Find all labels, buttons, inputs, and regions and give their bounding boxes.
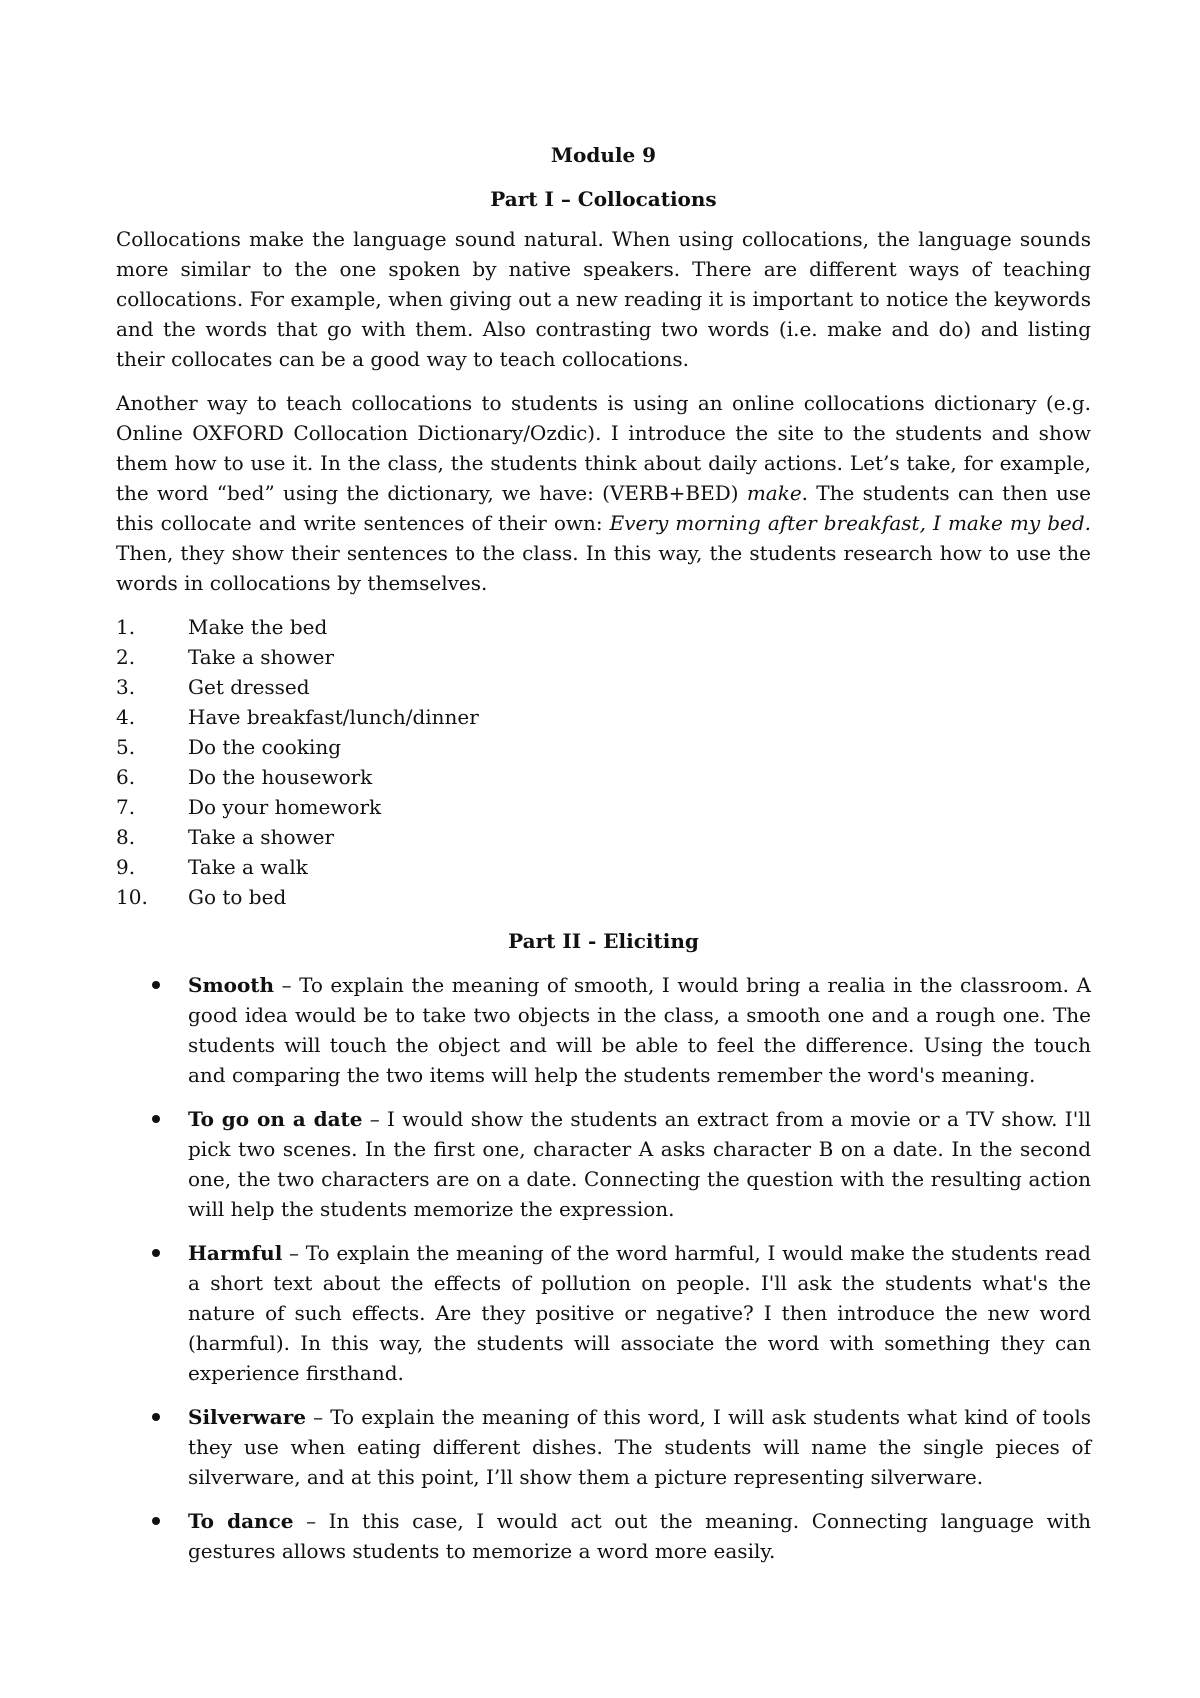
list-item (116, 852, 1091, 882)
example-sentence: Every morning after breakfast, I make my bed. (609, 511, 1091, 535)
eliciting-item (116, 1506, 1091, 1566)
list-item-number: 4. (116, 705, 136, 729)
bullet-icon (116, 1402, 188, 1492)
eliciting-term: Harmful (188, 1241, 283, 1265)
list-item (116, 822, 1091, 852)
bullet-icon (116, 1104, 188, 1224)
list-item (116, 792, 1091, 822)
list-item-text: Do your homework (188, 795, 382, 819)
part1-heading: Part I – Collocations (490, 187, 717, 211)
eliciting-term: To go on a date (188, 1107, 363, 1131)
list-item (116, 642, 1091, 672)
collocation-list (116, 612, 1091, 912)
list-item-number: 7. (116, 795, 136, 819)
list-item-number: 9. (116, 855, 136, 879)
list-item (116, 672, 1091, 702)
list-item-text: Go to bed (188, 885, 287, 909)
module-title: Module 9 (550, 143, 657, 167)
list-item-number: 2. (116, 645, 136, 669)
list-item-text: Take a shower (188, 825, 335, 849)
list-item (116, 732, 1091, 762)
eliciting-description: – To explain the meaning of this word, I will ask students what kind of tools they use when eating different dishes. The students will name the single pieces of silverware, and at this point, I’ll show them a picture representing silverware. (188, 1405, 1091, 1489)
eliciting-description: – I would show the students an extract from a movie or a TV show. I'll pick two scenes. In the first one, character A asks character B on a date. In the second one, the two characters are on a date. Connecting the question with the resulting action will help the students memorize the expression. (188, 1107, 1091, 1221)
eliciting-item-text (188, 1238, 1091, 1388)
eliciting-item (116, 1104, 1091, 1224)
list-item-number: 8. (116, 825, 136, 849)
list-item-text: Make the bed (188, 615, 328, 639)
list-item-text: Take a shower (188, 645, 335, 669)
list-item-number: 3. (116, 675, 136, 699)
eliciting-item (116, 1238, 1091, 1388)
list-item-number: 6. (116, 765, 136, 789)
list-item-text: Take a walk (188, 855, 308, 879)
bullet-icon (116, 1238, 188, 1388)
collocations-intro-paragraph: Collocations make the language sound natural. When using collocations, the language sounds more similar to the one spoken by native speakers. There are different ways of teaching collocations. For example, when giving out a new reading it is important to notice the keywords and the words that go with them. Also contrasting two words (i.e. make and do) and listing their collocates can be a good way to teach collocations. (116, 227, 1091, 371)
list-item-number: 5. (116, 735, 136, 759)
eliciting-item-text (188, 970, 1091, 1090)
list-item-text: Do the housework (188, 765, 373, 789)
eliciting-list (116, 970, 1091, 1566)
document-page (116, 140, 1091, 1580)
list-item-number: 10. (116, 885, 148, 909)
eliciting-description: – To explain the meaning of smooth, I would bring a realia in the classroom. A good idea would be to take two objects in the class, a smooth one and a rough one. The students will touch the object and will be able to feel the difference. Using the touch and comparing the two items will help the students remember the word's meaning. (188, 973, 1091, 1087)
eliciting-item (116, 970, 1091, 1090)
eliciting-item-text (188, 1506, 1091, 1566)
bullet-icon (116, 1506, 188, 1566)
para2-text-start: Another way to teach collocations to students is using an online collocations dictionary (e.g. Online OXFORD Collocation Dictionary/Ozdic). I introduce the site to the students and show them how to use it. In the class, the students think about daily actions. Let’s take, for example, the word “bed” using the dictionary, we have: (VERB+BED) (116, 391, 1091, 505)
list-item (116, 702, 1091, 732)
eliciting-item-text (188, 1104, 1091, 1224)
eliciting-item (116, 1402, 1091, 1492)
list-item-text: Do the cooking (188, 735, 342, 759)
eliciting-description: – To explain the meaning of the word harmful, I would make the students read a short text about the effects of pollution on people. I'll ask the students what's the nature of such effects. Are they positive or negative? I then introduce the new word (harmful). In this way, the students will associate the word with something they can experience firsthand. (188, 1241, 1091, 1385)
list-item (116, 612, 1091, 642)
eliciting-term: To dance (188, 1509, 294, 1533)
part2-heading: Part II - Eliciting (508, 929, 699, 953)
list-item-number: 1. (116, 615, 136, 639)
list-item (116, 882, 1091, 912)
eliciting-term: Smooth (188, 973, 275, 997)
eliciting-description: – In this case, I would act out the meaning. Connecting language with gestures allows students to memorize a word more easily. (188, 1509, 1092, 1563)
list-item-text: Get dressed (188, 675, 310, 699)
list-item-text: Have breakfast/lunch/dinner (188, 705, 479, 729)
eliciting-term: Silverware (188, 1405, 306, 1429)
para2-text-middle: . The students can then use this collocate and write sentences of their own: (116, 481, 1091, 535)
eliciting-item-text (188, 1402, 1091, 1492)
para2-text-end: Then, they show their sentences to the class. In this way, the students research how to use the words in collocations by themselves. (116, 541, 1091, 595)
collocations-dictionary-paragraph (116, 388, 1091, 598)
bullet-icon (116, 970, 188, 1090)
make-word: make (746, 481, 802, 505)
list-item (116, 762, 1091, 792)
